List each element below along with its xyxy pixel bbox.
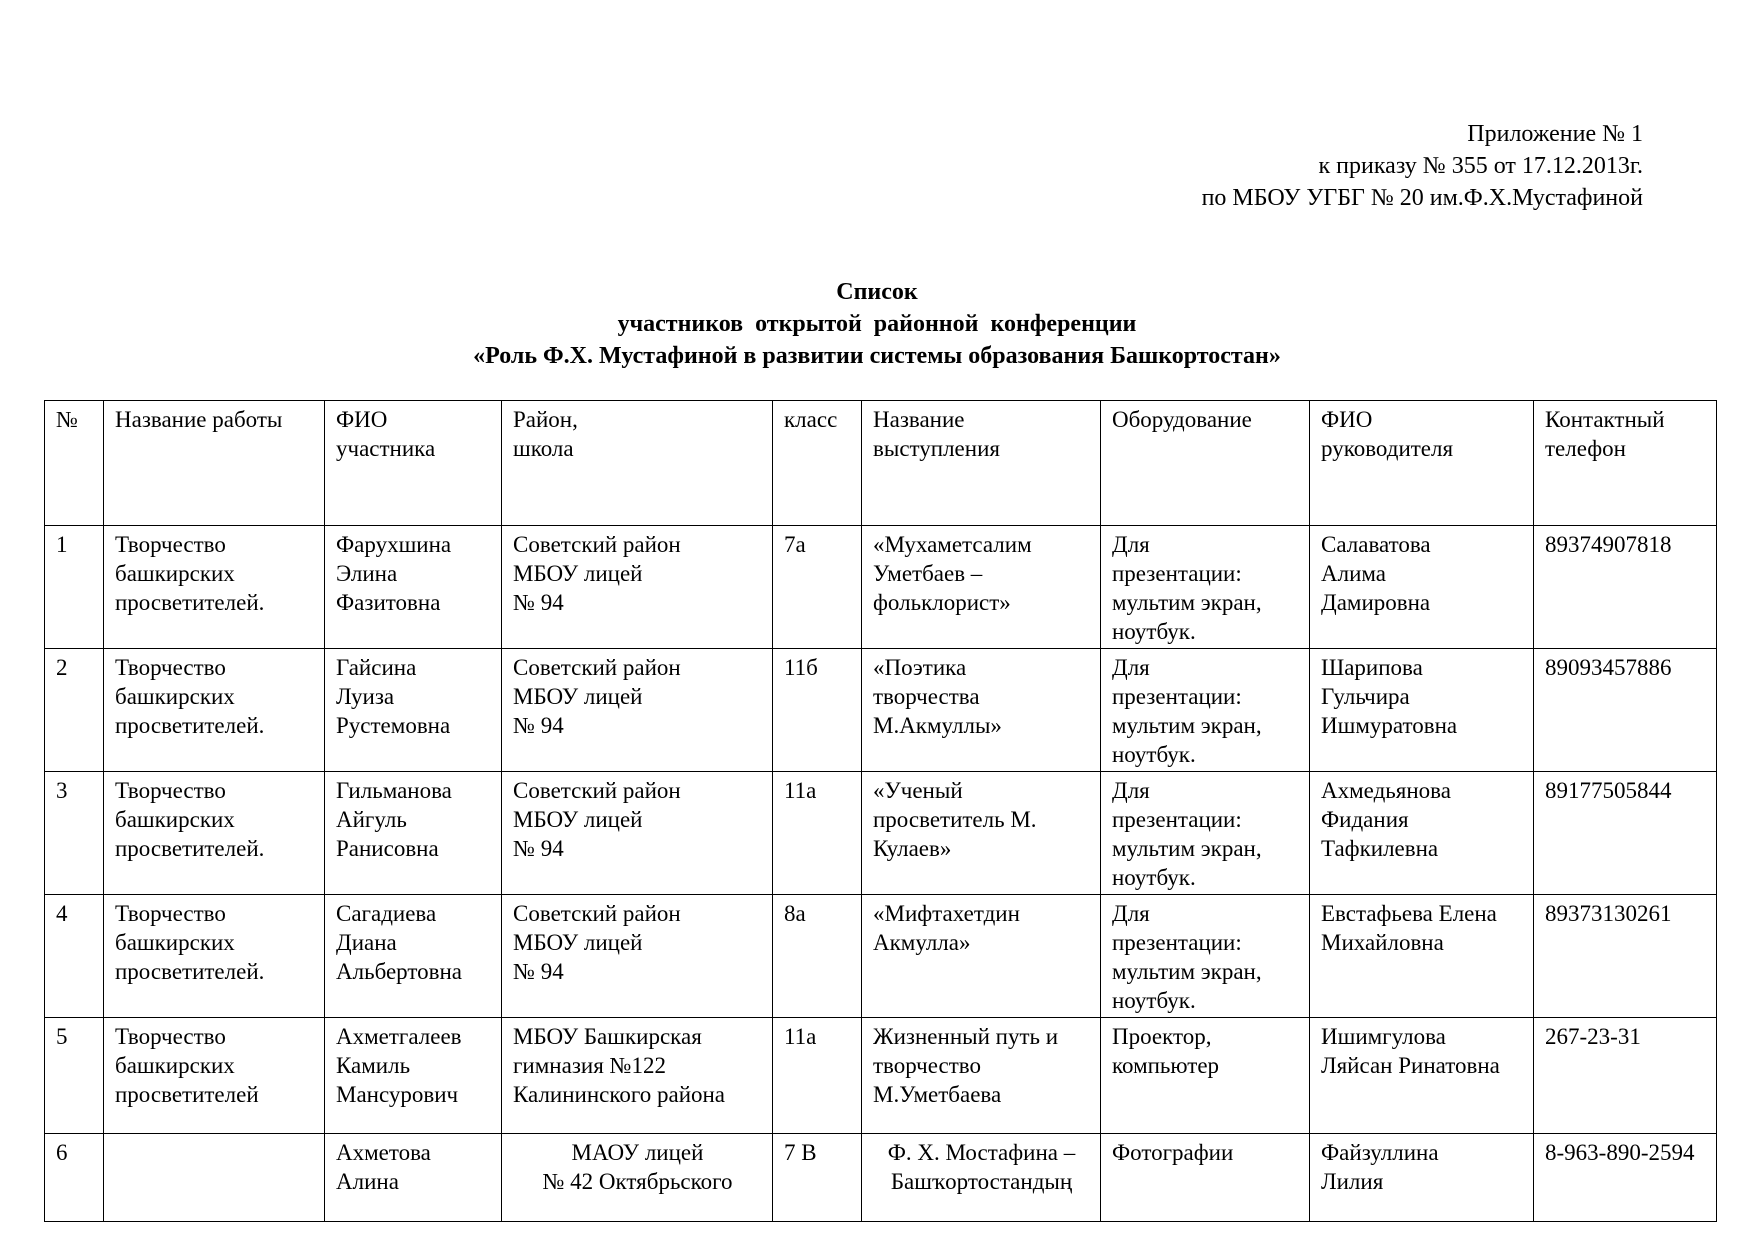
cell-line: № 94	[513, 590, 564, 615]
cell-line: МБОУ лицей	[513, 561, 643, 586]
cell-line: класс	[784, 407, 838, 432]
cell-line: Фазитовна	[336, 590, 441, 615]
cell-line: 89093457886	[1545, 655, 1672, 680]
cell-line: башкирских	[115, 684, 235, 709]
column-header-participant-name	[325, 401, 502, 526]
cell-line: 8-963-890-2594	[1545, 1140, 1695, 1165]
cell-line: МБОУ лицей	[513, 684, 643, 709]
cell-line: башкирских	[115, 807, 235, 832]
cell-line: просветителей.	[115, 713, 265, 738]
cell-line: фольклорист»	[873, 590, 1011, 615]
participants-table	[44, 400, 1717, 1222]
column-header-district-school	[502, 401, 773, 526]
cell-line: ФИО	[336, 407, 388, 432]
cell-line: творчества	[873, 684, 980, 709]
cell-line: Шарипова	[1321, 655, 1423, 680]
cell-line: Название	[873, 407, 965, 432]
cell-grade	[773, 1018, 862, 1134]
cell-participant-name	[325, 526, 502, 649]
column-header-grade	[773, 401, 862, 526]
cell-line: Для	[1112, 532, 1150, 557]
table-row	[45, 526, 1717, 649]
cell-district-school	[502, 526, 773, 649]
cell-line: Ишимгулова	[1321, 1024, 1446, 1049]
cell-line: Лилия	[1321, 1169, 1384, 1194]
cell-line: Проектор,	[1112, 1024, 1212, 1049]
title-conference-name: «Роль Ф.Х. Мустафиной в развитии системы образования Башкортостан»	[473, 343, 1281, 369]
cell-line: МБОУ Башкирская	[513, 1024, 702, 1049]
cell-number	[45, 1134, 104, 1222]
cell-phone	[1534, 649, 1717, 772]
cell-work-title	[104, 1134, 325, 1222]
cell-line: Творчество	[115, 532, 226, 557]
cell-line: Жизненный путь и	[873, 1024, 1059, 1049]
cell-presentation-title	[862, 895, 1101, 1018]
appendix-header	[1202, 118, 1643, 214]
cell-line: Название работы	[115, 407, 283, 432]
cell-presentation-title	[862, 1018, 1101, 1134]
cell-line: Тафкилевна	[1321, 836, 1439, 861]
cell-line: Творчество	[115, 655, 226, 680]
cell-line: №	[56, 407, 78, 432]
cell-line: презентации:	[1112, 930, 1242, 955]
title-list: Список	[836, 279, 918, 305]
column-header-work-title	[104, 401, 325, 526]
column-header-presentation-title	[862, 401, 1101, 526]
cell-presentation-title	[862, 772, 1101, 895]
cell-number	[45, 772, 104, 895]
table-row	[45, 649, 1717, 772]
cell-line: Ахмедьянова	[1321, 778, 1451, 803]
cell-line: Советский район	[513, 901, 681, 926]
cell-phone	[1534, 772, 1717, 895]
cell-line: Рустемовна	[336, 713, 451, 738]
cell-line: Мансурович	[336, 1082, 459, 1107]
cell-number	[45, 649, 104, 772]
cell-line: 4	[56, 901, 68, 926]
cell-grade	[773, 526, 862, 649]
cell-line: ноутбук.	[1112, 619, 1196, 644]
cell-line: Творчество	[115, 901, 226, 926]
cell-supervisor-name	[1310, 772, 1534, 895]
cell-line: презентации:	[1112, 807, 1242, 832]
cell-line: школа	[513, 436, 574, 461]
cell-line: Гильманова	[336, 778, 452, 803]
cell-work-title	[104, 649, 325, 772]
cell-presentation-title	[862, 1134, 1101, 1222]
cell-line: участника	[336, 436, 436, 461]
cell-line: Фотографии	[1112, 1140, 1234, 1165]
cell-line: Евстафьева Елена	[1321, 901, 1497, 926]
cell-line: просветителей.	[115, 590, 265, 615]
cell-line: Камиль	[336, 1053, 411, 1078]
cell-presentation-title	[862, 649, 1101, 772]
cell-line: Калининского района	[513, 1082, 726, 1107]
cell-line: Фарухшина	[336, 532, 452, 557]
cell-line: Для	[1112, 778, 1150, 803]
cell-grade	[773, 649, 862, 772]
cell-line: ФИО	[1321, 407, 1373, 432]
cell-line: ноутбук.	[1112, 988, 1196, 1013]
cell-line: Оборудование	[1112, 407, 1252, 432]
cell-line: Алина	[336, 1169, 399, 1194]
cell-line: Диана	[336, 930, 397, 955]
cell-line: 11б	[784, 655, 818, 680]
cell-line: «Ученый	[873, 778, 963, 803]
column-header-number	[45, 401, 104, 526]
order-reference: к приказу № 355 от 17.12.2013г.	[1318, 153, 1643, 179]
cell-line: просветителей.	[115, 836, 265, 861]
cell-line: МАОУ лицей	[571, 1140, 704, 1165]
cell-line: Гайсина	[336, 655, 417, 680]
cell-line: 2	[56, 655, 68, 680]
cell-district-school	[502, 1018, 773, 1134]
cell-line: «Поэтика	[873, 655, 967, 680]
cell-equipment	[1101, 895, 1310, 1018]
cell-line: ноутбук.	[1112, 742, 1196, 767]
cell-line: компьютер	[1112, 1053, 1220, 1078]
cell-line: № 94	[513, 836, 564, 861]
cell-line: 3	[56, 778, 68, 803]
cell-line: 7а	[784, 532, 806, 557]
cell-line: мультим экран,	[1112, 959, 1262, 984]
cell-equipment	[1101, 1134, 1310, 1222]
cell-line: МБОУ лицей	[513, 930, 643, 955]
cell-phone	[1534, 526, 1717, 649]
cell-district-school	[502, 895, 773, 1018]
cell-line: М.Уметбаева	[873, 1082, 1002, 1107]
cell-line: Ахметгалеев	[336, 1024, 462, 1049]
cell-participant-name	[325, 1018, 502, 1134]
table-header-row	[45, 401, 1717, 526]
cell-work-title	[104, 526, 325, 649]
cell-line: Файзуллина	[1321, 1140, 1439, 1165]
cell-district-school	[502, 1134, 773, 1222]
cell-line: руководителя	[1321, 436, 1454, 461]
column-header-supervisor-name	[1310, 401, 1534, 526]
cell-line: Алима	[1321, 561, 1387, 586]
cell-equipment	[1101, 772, 1310, 895]
cell-line: Салаватова	[1321, 532, 1431, 557]
cell-line: просветитель М.	[873, 807, 1037, 832]
cell-line: Советский район	[513, 778, 681, 803]
cell-line: № 94	[513, 713, 564, 738]
cell-line: Контактный	[1545, 407, 1665, 432]
cell-line: Дамировна	[1321, 590, 1431, 615]
cell-line: Альбертовна	[336, 959, 463, 984]
cell-work-title	[104, 895, 325, 1018]
table-row	[45, 772, 1717, 895]
document-title	[0, 276, 1754, 372]
cell-line: Творчество	[115, 778, 226, 803]
cell-line: Творчество	[115, 1024, 226, 1049]
cell-line: «Мухаметсалим	[873, 532, 1032, 557]
cell-line: ноутбук.	[1112, 865, 1196, 890]
cell-line: Ишмуратовна	[1321, 713, 1458, 738]
cell-line: Ф. Х. Мостафина –	[887, 1140, 1076, 1165]
title-participants: участников открытой районной конференции	[617, 311, 1137, 337]
cell-equipment	[1101, 526, 1310, 649]
cell-line: Элина	[336, 561, 398, 586]
cell-line: 89373130261	[1545, 901, 1672, 926]
cell-line: 6	[56, 1140, 68, 1165]
column-header-equipment	[1101, 401, 1310, 526]
cell-number	[45, 1018, 104, 1134]
cell-line: 8а	[784, 901, 806, 926]
cell-line: 89374907818	[1545, 532, 1672, 557]
cell-equipment	[1101, 1018, 1310, 1134]
cell-line: Ахметова	[336, 1140, 431, 1165]
cell-district-school	[502, 772, 773, 895]
cell-grade	[773, 1134, 862, 1222]
cell-supervisor-name	[1310, 895, 1534, 1018]
cell-participant-name	[325, 772, 502, 895]
cell-participant-name	[325, 895, 502, 1018]
cell-line: Кулаев»	[873, 836, 952, 861]
cell-line: выступления	[873, 436, 1000, 461]
cell-line: Айгуль	[336, 807, 407, 832]
school-reference: по МБОУ УГБГ № 20 им.Ф.Х.Мустафиной	[1201, 185, 1643, 211]
cell-supervisor-name	[1310, 649, 1534, 772]
cell-line: Советский район	[513, 532, 681, 557]
cell-line: творчество	[873, 1053, 981, 1078]
table-row	[45, 895, 1717, 1018]
cell-supervisor-name	[1310, 526, 1534, 649]
cell-district-school	[502, 649, 773, 772]
appendix-number: Приложение № 1	[1467, 121, 1643, 147]
cell-line: «Мифтахетдин	[873, 901, 1020, 926]
cell-line: презентации:	[1112, 684, 1242, 709]
cell-line: М.Акмуллы»	[873, 713, 1002, 738]
cell-line: гимназия №122	[513, 1053, 666, 1078]
cell-line: Ранисовна	[336, 836, 439, 861]
cell-equipment	[1101, 649, 1310, 772]
cell-phone	[1534, 1018, 1717, 1134]
cell-line: 5	[56, 1024, 68, 1049]
cell-line: Акмулла»	[873, 930, 971, 955]
cell-line: мультим экран,	[1112, 713, 1262, 738]
cell-line: просветителей.	[115, 959, 265, 984]
cell-grade	[773, 772, 862, 895]
cell-line: Фидания	[1321, 807, 1409, 832]
cell-line: Башҡортостандың	[890, 1169, 1073, 1194]
cell-phone	[1534, 1134, 1717, 1222]
cell-line: Гульчира	[1321, 684, 1410, 709]
cell-line: Для	[1112, 901, 1150, 926]
cell-number	[45, 526, 104, 649]
cell-line: 11а	[784, 1024, 817, 1049]
cell-line: Район,	[513, 407, 578, 432]
cell-line: 1	[56, 532, 68, 557]
cell-line: башкирских	[115, 561, 235, 586]
cell-line: Советский район	[513, 655, 681, 680]
cell-line: 89177505844	[1545, 778, 1672, 803]
cell-line: Ляйсан Ринатовна	[1321, 1053, 1500, 1078]
cell-work-title	[104, 772, 325, 895]
cell-line: 11а	[784, 778, 817, 803]
cell-line: мультим экран,	[1112, 836, 1262, 861]
cell-line: Для	[1112, 655, 1150, 680]
cell-line: Сагадиева	[336, 901, 437, 926]
cell-line: МБОУ лицей	[513, 807, 643, 832]
cell-line: башкирских	[115, 930, 235, 955]
cell-line: просветителей	[115, 1082, 259, 1107]
cell-line: Михайловна	[1321, 930, 1444, 955]
cell-line: № 94	[513, 959, 564, 984]
cell-line: презентации:	[1112, 561, 1242, 586]
table-row	[45, 1134, 1717, 1222]
cell-line: мультим экран,	[1112, 590, 1262, 615]
cell-line: Уметбаев –	[873, 561, 983, 586]
table-row	[45, 1018, 1717, 1134]
cell-line: № 42 Октябрьского	[542, 1169, 733, 1194]
cell-number	[45, 895, 104, 1018]
cell-grade	[773, 895, 862, 1018]
cell-line: 267-23-31	[1545, 1024, 1641, 1049]
cell-supervisor-name	[1310, 1018, 1534, 1134]
cell-line: башкирских	[115, 1053, 235, 1078]
cell-line: телефон	[1545, 436, 1626, 461]
cell-participant-name	[325, 1134, 502, 1222]
cell-line: Луиза	[336, 684, 395, 709]
cell-phone	[1534, 895, 1717, 1018]
cell-presentation-title	[862, 526, 1101, 649]
cell-line: 7 В	[784, 1140, 817, 1165]
cell-work-title	[104, 1018, 325, 1134]
cell-participant-name	[325, 649, 502, 772]
cell-supervisor-name	[1310, 1134, 1534, 1222]
column-header-phone	[1534, 401, 1717, 526]
